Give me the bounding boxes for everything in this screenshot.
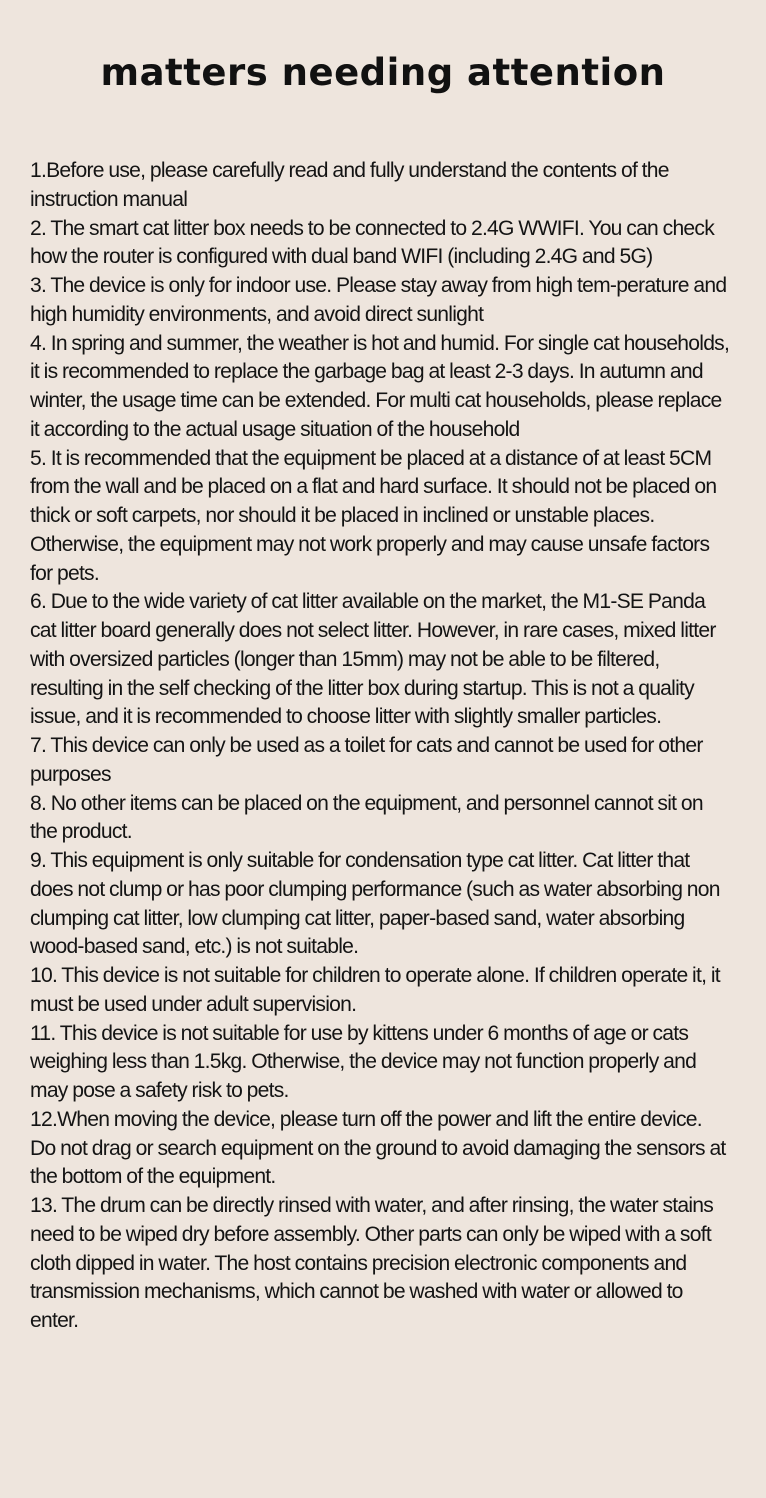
attention-item-12: 12.When moving the device, please turn off the power and lift the entire device. Do not drag or search equipment on the ground to avoid damaging the sensors at the bottom of the equipment. — [30, 1107, 726, 1189]
attention-item-1: 1.Before use, please carefully read and fully understand the contents of the instruction manual — [30, 159, 669, 211]
attention-list — [30, 157, 730, 1336]
attention-item-10: 10. This device is not suitable for children to operate alone. If children operate it, it must be used under adult supervision. — [30, 964, 720, 1016]
attention-item-3: 3. The device is only for indoor use. Please stay away from high tem-perature and high humidity environments, and avoid direct sunlight — [30, 274, 727, 326]
attention-item-2: 2. The smart cat litter box needs to be connected to 2.4G WWIFI. You can check how the router is configured with dual band WIFI (including 2.4G and 5G) — [30, 216, 715, 269]
attention-item-13: 13. The drum can be directly rinsed with water, and after rinsing, the water stains need to be wiped dry before assembly. Other parts can only be wiped with a soft cloth dipped in water. The host contains precision electronic components and transmission mechanisms, which cannot be washed with water or allowed to enter. — [30, 1194, 714, 1332]
attention-item-5: 5. It is recommended that the equipment be placed at a distance of at least 5CM from the wall and be placed on a flat and hard surface. It should not be placed on thick or soft carpets, nor should it be placed in inclined or unstable places. Otherwise, the equipment may not work properly and may cause unsafe factors for pets. — [30, 446, 717, 585]
attention-item-4: 4. In spring and summer, the weather is hot and humid. For single cat households, it is recommended to replace the garbage bag at least 2-3 days. In autumn and winter, the usage time can be extended. For multi cat households, please replace it according to the actual usage situation of the household — [30, 331, 730, 441]
page-title: matters needing attention — [100, 51, 666, 94]
attention-item-9: 9. This equipment is only suitable for condensation type cat litter. Cat litter that does not clump or has poor clumping performance (such as water absorbing non clumping cat litter, low clumping cat litter, paper-based sand, water absorbing wood-based sand, etc.) is not suitable. — [30, 849, 720, 959]
attention-item-7: 7. This device can only be used as a toilet for cats and cannot be used for other purposes — [30, 734, 703, 786]
attention-item-11: 11. This device is not suitable for use by kittens under 6 months of age or cats weighing less than 1.5kg. Otherwise, the device may not function properly and may pose a safety risk to pets. — [30, 1021, 697, 1102]
attention-item-6: 6. Due to the wide variety of cat litter available on the market, the M1-SE Panda cat litter board generally does not select litter. However, in rare cases, mixed litter with oversized particles (longer than 15mm) may not be able to be filtered, resulting in the self checking of the litter box during startup. This is not a quality issue, and it is recommended to choose litter with slightly smaller particles. — [30, 590, 716, 729]
attention-item-8: 8. No other items can be placed on the equipment, and personnel cannot sit on the product. — [30, 791, 703, 844]
